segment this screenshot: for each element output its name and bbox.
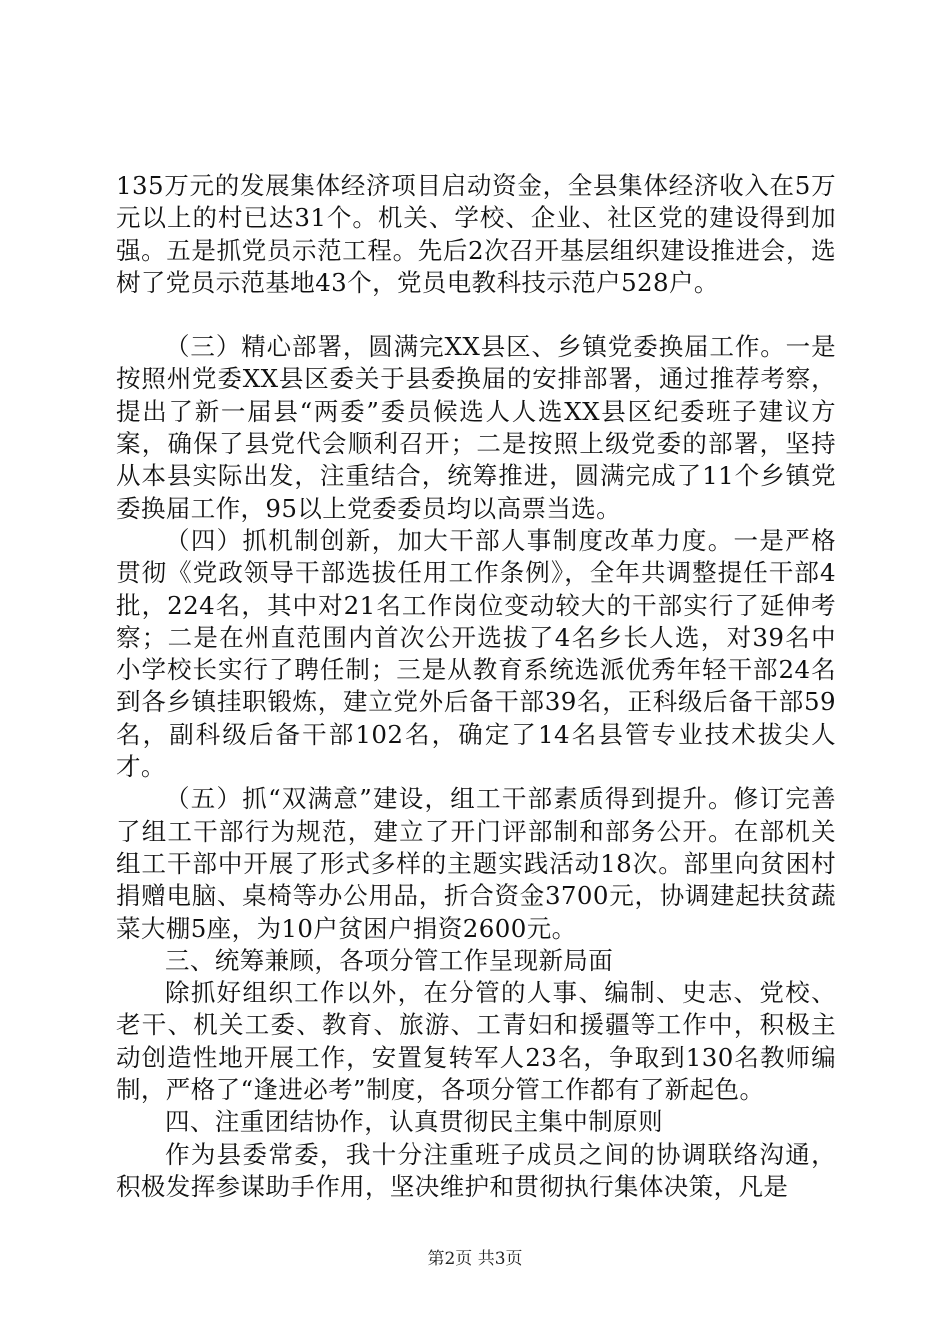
heading-part-four: 四、注重团结协作，认真贯彻民主集中制原则 xyxy=(165,1107,663,1137)
paragraph-section-three-election: （三）精心部署，圆满完XX县区、乡镇党委换届工作。一是按照州党委XX县区委关于县委换届的安排部署，通过推荐考察，提出了新一届县“两委”委员候选人人选XX县区纪委班子建议方案，确保了县党代会顺利召开；二是按照上级党委的部署，坚持从本县实际出发，注重结合，统筹推进，圆满完成了11个乡镇党委换届工作，95以上党委委员均以高票当选。 xyxy=(116,332,836,523)
paragraph-section-five-satisfaction: （五）抓“双满意”建设，组工干部素质得到提升。修订完善了组工干部行为规范，建立了开门评部制和部务公开。在部机关组工干部中开展了形式多样的主题实践活动18次。部里向贫困村捐赠电脑、桌椅等办公用品，折合资金3700元，协调建起扶贫蔬菜大棚5座，为10户贫困户捐资2600元。 xyxy=(116,784,836,943)
paragraph-section-four-mechanism: （四）抓机制创新，加大干部人事制度改革力度。一是严格贯彻《党政领导干部选拔任用工作条例》，全年共调整提任干部4批，224名，其中对21名工作岗位变动较大的干部实行了延伸考察；二是在州直范围内首次公开选拔了4名乡长人选，对39名中小学校长实行了聘任制；三是从教育系统选派优秀年轻干部24名到各乡镇挂职锻炼，建立党外后备干部39名，正科级后备干部59名，副科级后备干部102名，确定了14名县管专业技术拔尖人才。 xyxy=(116,525,836,782)
paragraph-part-four-body: 作为县委常委，我十分注重班子成员之间的协调联络沟通，积极发挥参谋助手作用，坚决维护和贯彻执行集体决策，凡是 xyxy=(116,1139,836,1201)
heading-part-three: 三、统筹兼顾，各项分管工作呈现新局面 xyxy=(165,945,614,975)
document-body xyxy=(116,170,836,1203)
paragraph-part-three-body: 除抓好组织工作以外，在分管的人事、编制、史志、党校、老干、机关工委、教育、旅游、工青妇和援疆等工作中，积极主动创造性地开展工作，安置复转军人23名，争取到130名教师编制，严格了“逢进必考”制度，各项分管工作都有了新起色。 xyxy=(116,978,836,1105)
paragraph-party-building-continued: 135万元的发展集体经济项目启动资金，全县集体经济收入在5万元以上的村已达31个。机关、学校、企业、社区党的建设得到加强。五是抓党员示范工程。先后2次召开基层组织建设推进会，选树了党员示范基地43个，党员电教科技示范户528户。 xyxy=(116,171,836,297)
page-number-footer: 第2页 共3页 xyxy=(427,1249,523,1269)
